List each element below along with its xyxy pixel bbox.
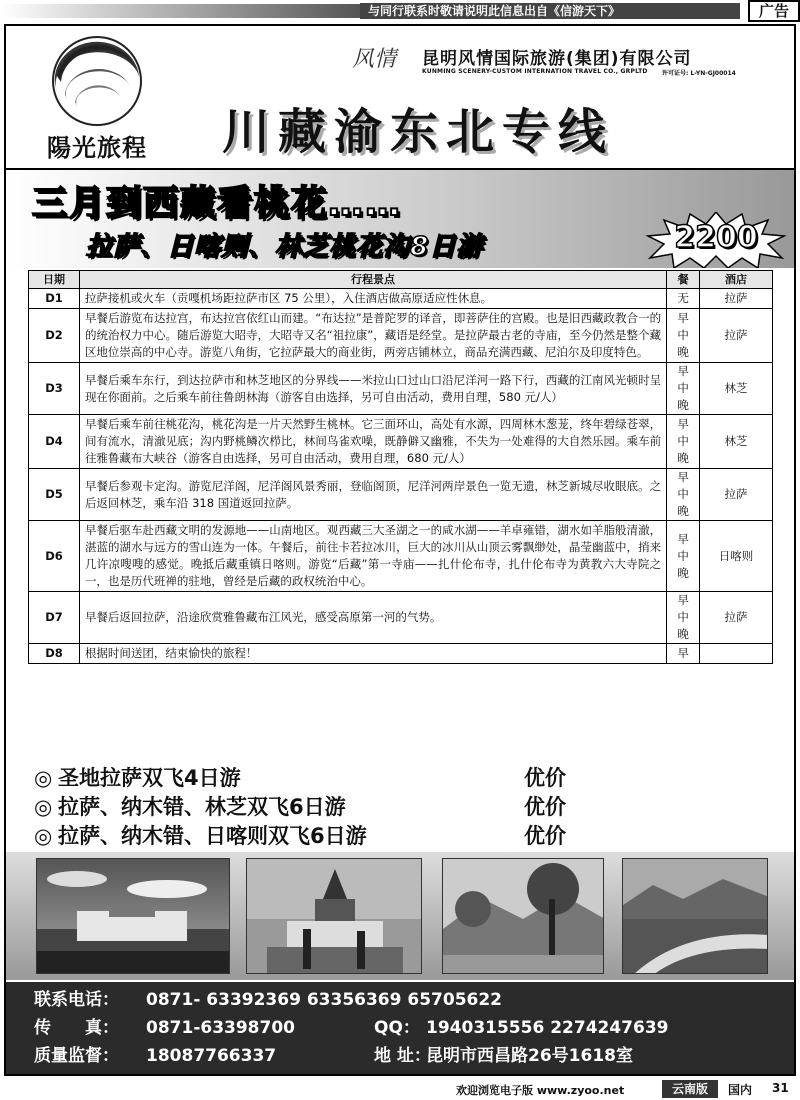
row-day: D7 [29, 592, 80, 644]
header-desc: 行程景点 [79, 271, 666, 289]
address-value: 昆明市西昌路26号1618室 [426, 1046, 633, 1066]
banner-headline: 三月到西藏看桃花…… [32, 184, 403, 224]
promo-banner [6, 168, 794, 268]
website-link[interactable]: 欢迎浏览电子版 www.zyoo.net [456, 1084, 625, 1097]
fax-value[interactable]: 0871-63398700 [146, 1018, 295, 1038]
qq-value[interactable]: 1940315556 2274247639 [426, 1018, 669, 1038]
spiral-logo-icon [47, 36, 147, 126]
river-valley-photo [622, 858, 768, 974]
route-title: 川藏渝东北专线 [222, 104, 615, 160]
row-meal: 早 [667, 644, 700, 664]
license-number: 许可证号: L-YN-GJ00014 [662, 70, 736, 77]
bullet-icon: ◎ [34, 766, 53, 790]
offer-name: 圣地拉萨双飞4日游 [58, 766, 241, 790]
kumbum-stupa-photo [246, 858, 422, 974]
row-desc: 根据时间送团，结束愉快的旅程！ [79, 644, 666, 664]
fax-label: 传 真： [34, 1018, 119, 1038]
row-meal: 早 中 晚 [667, 469, 700, 521]
row-hotel: 日喀则 [700, 521, 773, 592]
offer-item [34, 822, 634, 851]
table-row [29, 415, 773, 469]
price-burst [646, 212, 786, 268]
row-day: D2 [29, 309, 80, 363]
offer-price: 优价 [524, 824, 566, 848]
row-desc: 早餐后返回拉萨，沿途欣赏雅鲁藏布江风光，感受高原第一河的气势。 [79, 592, 666, 644]
row-hotel: 林芝 [700, 363, 773, 415]
row-desc: 早餐后乘车前往桃花沟，桃花沟是一片天然野生桃林。它三面环山，高处有水源，四周林木葱茏，终年碧绿苍翠，间有流水，清澈见底；沟内野桃鳞次栉比，林间鸟雀欢噪，既静僻又幽雅，不失为一处难得的大自然乐园。乘车前往雅鲁藏布大峡谷（游客自由选择，另可自由活动，费用自理，680 元/人） [79, 415, 666, 469]
sunshine-logo [22, 36, 172, 166]
offer-item [34, 793, 634, 822]
row-hotel: 拉萨 [700, 309, 773, 363]
row-desc: 早餐后乘车东行，到达拉萨市和林芝地区的分界线——米拉山口过山口沿尼洋河一路下行，西藏的江南风光顿时呈现在你面前。之后乘车前往鲁朗林海（游客自由选择，另可自由活动，费用自理，580 元/人） [79, 363, 666, 415]
company-mark-icon: 风情 [352, 47, 397, 72]
source-notice: 与同行联系时敬请说明此信息出自《信游天下》 [360, 3, 740, 19]
row-hotel: 拉萨 [700, 469, 773, 521]
row-meal: 早 中 晚 [667, 521, 700, 592]
fax-qq-row [34, 1014, 669, 1042]
table-row [29, 644, 773, 664]
phone-label: 联系电话： [34, 990, 119, 1010]
edition-badge: 云南版 [662, 1080, 718, 1098]
table-row [29, 309, 773, 363]
row-day: D1 [29, 289, 80, 309]
row-desc: 拉萨接机或火车（贡嘎机场距拉萨市区 75 公里），入住酒店做高原适应性休息。 [79, 289, 666, 309]
logo-text: 陽光旅程 [47, 133, 147, 162]
offer-price: 优价 [524, 766, 566, 790]
table-row [29, 521, 773, 592]
phone-value[interactable]: 0871- 63392369 63356369 65705622 [146, 990, 503, 1010]
table-row [29, 289, 773, 309]
header-hotel: 酒店 [700, 271, 773, 289]
section-label: 国内 [728, 1083, 753, 1097]
row-hotel: 拉萨 [700, 592, 773, 644]
potala-palace-photo [36, 858, 230, 974]
table-row [29, 592, 773, 644]
qq-label: QQ： [374, 1018, 420, 1038]
itinerary-table [28, 270, 773, 664]
phone-row [34, 986, 503, 1014]
supervise-label: 质量监督： [34, 1046, 119, 1066]
header-day: 日期 [29, 271, 80, 289]
table-row [29, 469, 773, 521]
company-name-en: KUNMING SCENERY-CUSTOM INTERNATION TRAVEL CO., GRPLTD [422, 68, 648, 75]
table-header-row [29, 271, 773, 289]
other-offers [34, 764, 634, 851]
row-meal: 无 [667, 289, 700, 309]
row-day: D5 [29, 469, 80, 521]
row-day: D6 [29, 521, 80, 592]
supervise-address-row [34, 1042, 633, 1070]
row-meal: 早 中 晚 [667, 592, 700, 644]
top-strip [0, 0, 800, 22]
header-meal: 餐 [667, 271, 700, 289]
row-hotel [700, 644, 773, 664]
row-day: D3 [29, 363, 80, 415]
peach-blossom-photo [442, 858, 604, 974]
bullet-icon: ◎ [34, 824, 53, 848]
ad-label: 广告 [748, 0, 800, 22]
banner-tour-name: 拉萨、日喀则、林芝桃花沟8日游 [86, 232, 484, 262]
offer-name: 拉萨、纳木错、日喀则双飞6日游 [58, 824, 367, 848]
page-number: 31 [772, 1081, 789, 1095]
tour-price: 2200 [674, 220, 758, 255]
row-meal: 早 中 晚 [667, 309, 700, 363]
row-desc: 早餐后参观卡定沟。游览尼洋阁，尼洋阁风景秀丽，登临阁顶，尼洋河两岸景色一览无遗，林芝新城尽收眼底。之后返回林芝，乘车沿 318 国道返回拉萨。 [79, 469, 666, 521]
offer-item [34, 764, 634, 793]
row-meal: 早 中 晚 [667, 415, 700, 469]
row-meal: 早 中 晚 [667, 363, 700, 415]
address-label: 地 址： [374, 1046, 431, 1066]
page-footer [0, 1078, 800, 1100]
supervise-value[interactable]: 18087766337 [146, 1046, 277, 1066]
top-strip-gradient [0, 4, 360, 18]
offer-name: 拉萨、纳木错、林芝双飞6日游 [58, 795, 346, 819]
contact-block [6, 982, 794, 1074]
row-day: D4 [29, 415, 80, 469]
company-name-cn: 昆明风情国际旅游(集团)有限公司 [422, 49, 692, 69]
company-block [352, 40, 772, 90]
offer-price: 优价 [524, 795, 566, 819]
row-hotel: 拉萨 [700, 289, 773, 309]
bullet-icon: ◎ [34, 795, 53, 819]
photo-strip [6, 852, 794, 980]
row-day: D8 [29, 644, 80, 664]
row-desc: 早餐后游览布达拉宫，布达拉宫依红山而建。“布达拉”是普陀罗的译音，即菩萨住的宫殿。也是旧西藏政教合一的的统治权力中心。随后游览大昭寺，大昭寺又名“祖拉康”，藏语是经堂。是拉萨最古老的寺庙，至今仍然是整个藏区地位崇高的中心寺。游览八角街，它拉萨最大的商业街，两旁店铺林立，商品充满西藏、尼泊尔及印度特色。 [79, 309, 666, 363]
row-desc: 早餐后驱车赴西藏文明的发源地——山南地区。观西藏三大圣湖之一的咸水湖——羊卓雍错，湖水如羊脂般清澈，湛蓝的湖水与远方的雪山连为一体。午餐后，前往卡若拉冰川，巨大的冰川从山顶云雾飘缈处，晶莹幽蓝中，捎来几许凉嗖嗖的感觉。晚抵后藏重镇日喀则。游览“后藏”第一寺庙——扎什伦布寺，扎什伦布寺为黄教六大寺院之一，也是历代班禅的驻地，曾经是后藏的政权统治中心。 [79, 521, 666, 592]
row-hotel: 林芝 [700, 415, 773, 469]
table-row [29, 363, 773, 415]
